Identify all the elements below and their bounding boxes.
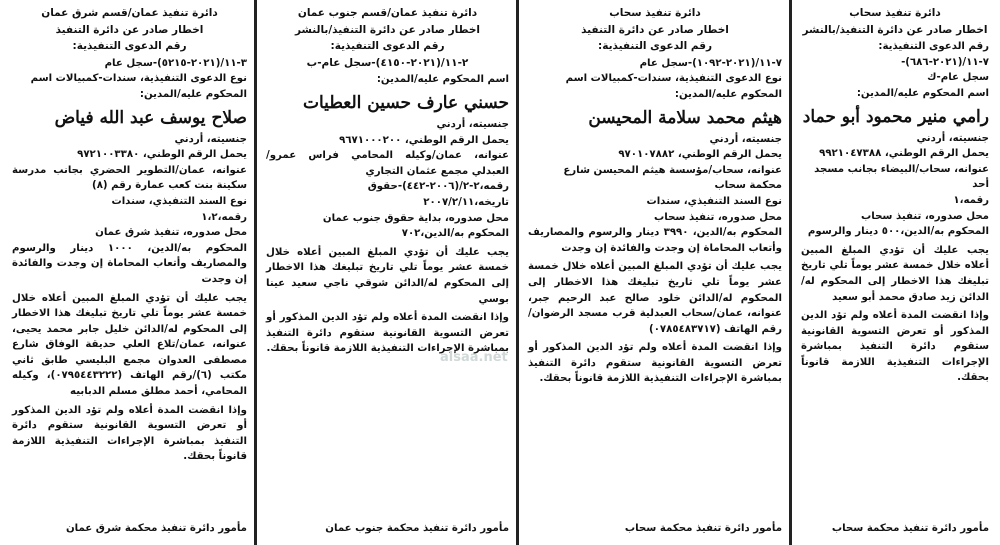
body-line: رقمه،٢-٢/(٢٠٠٦-٤٤٢)-حقوق <box>367 181 509 193</box>
body-line: نوع السند التنفيذي، سندات <box>646 195 782 207</box>
case-number: رقم الدعوى التنفيذية: <box>72 40 187 53</box>
body-line: عنوانه، عمان/التطوير الحضري بجانب مدرسة سكينة بنت كعب عمارة رقم (٨) <box>12 164 247 192</box>
body-line: يحمل الرقم الوطني، ٩٦٧١٠٠٠٢٠٠ <box>339 134 509 146</box>
case-number-cont: ٢-١١/(٢٠٢١-٤١٥٠)-سجل عام-ب <box>306 56 469 69</box>
body-line: جنسيته، أردني <box>436 118 509 130</box>
body-paragraph: يجب عليك أن تؤدي المبلغ المبين أعلاه خلال خمسة عشر يوماً تلي تاريخ تبليغك هذا الاخطار إلى المحكوم له/الدائن شوقي ناجي سعيد عينا بوسي <box>266 246 509 305</box>
debtor-label: نوع الدعوى التنفيذية، سندات-كمبيالات اسم المحكوم عليه/المدين: <box>565 73 782 100</box>
debtor-name: حسني عارف حسين العطيات <box>303 92 509 113</box>
notice-column-1 <box>793 0 997 545</box>
office-title: دائرة تنفيذ عمان/قسم شرق عمان <box>41 7 218 19</box>
notice-column-4 <box>4 0 255 545</box>
body-line: جنسيته، أردني <box>174 133 247 145</box>
notice-subtitle: اخطار صادر عن دائرة التنفيذ/بالنشر <box>295 23 480 36</box>
notice-subtitle: اخطار صادر عن دائرة التنفيذ/بالنشر <box>802 23 988 36</box>
body-line: عنوانه، سحاب/البيضاء بجانب مسجد أحد <box>814 163 989 191</box>
case-number-cont: ٧-١١/(٢٠٢١-١٠٩٢)-سجل عام <box>639 57 782 69</box>
body-line: نوع السند التنفيذي، سندات <box>111 195 247 207</box>
body-line: رقمه،١ <box>953 194 989 206</box>
body-line: يحمل الرقم الوطني، ٩٧٢١٠٠٣٣٨٠ <box>77 149 247 161</box>
body-line: تاريخه،٢٠٠٧/٢/١١ <box>423 196 509 208</box>
body-paragraph: يجب عليك أن تؤدي المبلغ المبين أعلاه خلال خمسة عشر يوماً تلي تاريخ تبليغك هذا الاخطار إلى المحكوم له/ الدائن زيد صادق محمد أبو سعيد <box>801 244 989 303</box>
body-line: المحكوم به/الدين،٥٠٠ دينار والرسوم <box>807 226 989 238</box>
body-paragraph: يجب عليك أن تؤدي المبلغ المبين أعلاه خلال خمسة عشر يوماً تلي تاريخ تبليغك هذا الاخطار إلى المحكوم له/الدائن خليل جابر محمد يحيى، عنوانه، عمان/تلاع العلي حديقة الوفاق شارع مصطفى العدوان مجمع البليسي طابق ثاني مكتب (٦)/رقم الهاتف (٠٧٩٥٤٤٣٢٢٢)، وكيله المحامي، أحمد مطلق مسلم الدبابيه <box>12 292 247 398</box>
column-footer: مأمور دائرة تنفيذ محكمة شرق عمان <box>65 523 247 535</box>
body-line: عنوانه، سحاب/مؤسسة هيثم المحيسن شارع محكمة سحاب <box>563 164 782 192</box>
notice-column-3 <box>258 0 517 545</box>
notice-column-2 <box>520 0 790 545</box>
case-number: رقم الدعوى التنفيذية: <box>598 40 712 53</box>
body-line: المحكوم به/الدين، ٣٩٩٠ دينار والرسوم والمصاريف وأتعاب المحاماة إن وجدت والفائدة إن وجدت <box>528 227 782 254</box>
debtor-name: هيثم محمد سلامة المحيسن <box>588 107 782 128</box>
body-line: عنوانه، عمان/وكيله المحامي فراس عمرو/ العبدلي مجمع عثمان التجاري <box>266 150 509 177</box>
case-number-cont: سجل عام-ك <box>927 72 989 84</box>
office-title: دائرة تنفيذ عمان/قسم جنوب عمان <box>297 7 478 19</box>
column-footer: مأمور دائرة تنفيذ محكمة سحاب <box>624 523 782 535</box>
column-footer: مأمور دائرة تنفيذ محكمة جنوب عمان <box>325 523 509 535</box>
body-line: يحمل الرقم الوطني، ٩٩٢١٠٤٧٣٨٨ <box>819 148 989 160</box>
body-paragraph: يجب عليك أن تؤدي المبلغ المبين أعلاه خلال خمسة عشر يوماً تلي تاريخ تبليغك هذا الاخطار إلى المحكوم له/الدائن خلود صالح عبد الرحيم جبر، عنوانه، عمان/سحاب العبدلية قرب مسجد الرضوان/رقم الهاتف (٠٧٨٥٤٨٣٧١٧) <box>528 261 782 335</box>
debtor-label: اسم المحكوم عليه/المدين: <box>376 74 509 86</box>
debtor-name: صلاح يوسف عبد الله فياض <box>54 107 247 128</box>
body-line: محل صدوره، بداية حقوق جنوب عمان <box>322 212 509 224</box>
case-number: رقم الدعوى التنفيذية: <box>330 40 445 53</box>
watermark-text: alsaa.net <box>440 350 508 365</box>
body-line: المحكوم به/الدين،٧٠٢ <box>401 228 509 240</box>
column-footer: مأمور دائرة تنفيذ محكمة سحاب <box>831 523 989 535</box>
office-title: دائرة تنفيذ سحاب <box>849 7 941 19</box>
notice-subtitle: اخطار صادر عن دائرة التنفيذ <box>55 23 204 36</box>
body-line: المحكوم به/الدين، ١٠٠٠ دينار والرسوم والمصاريف وأتعاب المحاماة إن وجدت والفائدة إن وجدت <box>12 242 248 285</box>
body-line: محل صدوره، تنفيذ سحاب <box>861 210 989 222</box>
body-line: رقمه،١،٢ <box>201 211 247 223</box>
body-line: جنسيته، أردني <box>709 133 782 145</box>
body-line: يحمل الرقم الوطني، ٩٧٠١٠٧٨٨٢ <box>618 149 782 161</box>
case-number-cont: ٣-١١/(٢٠٢١-٥٢١٥)-سجل عام <box>104 57 247 69</box>
debtor-label: اسم المحكوم عليه/المدين: <box>856 87 989 99</box>
body-line: محل صدوره، تنفيذ سحاب <box>654 211 782 223</box>
body-line: جنسيته، أردني <box>916 132 989 144</box>
debtor-label: نوع الدعوى التنفيذية، سندات-كمبيالات اسم المحكوم عليه/المدين: <box>30 73 247 100</box>
body-paragraph: وإذا انقضت المدة أعلاه ولم تؤد الدين المذكور أو تعرض التسوية القانونية ستقوم دائرة التنفيذ بمباشرة الإجراءات التنفيذية اللازمة قانوناً بحقك. <box>528 342 782 385</box>
notice-subtitle: اخطار صادر عن دائرة التنفيذ <box>581 23 729 36</box>
case-number: رقم الدعوى التنفيذية: ٧-١١/(٢٠٢١-٦٨٦)- <box>878 41 989 68</box>
body-paragraph: وإذا انقضت المدة أعلاه ولم تؤد الدين المذكور أو تعرض التسوية القانونية ستقوم دائرة التنفيذ بمباشرة الإجراءات التنفيذية اللازمة قانوناً بحقك. <box>266 312 509 355</box>
debtor-name: رامي منير محمود أبو حماد <box>802 106 989 127</box>
body-paragraph: وإذا انقضت المدة أعلاه ولم تؤد الدين المذكور أو تعرض التسوية القانونية ستقوم دائرة التنفيذ بمباشرة الإجراءات التنفيذية اللازمة قانوناً بحقك. <box>12 404 247 463</box>
body-line: محل صدوره، تنفيذ شرق عمان <box>95 227 247 239</box>
office-title: دائرة تنفيذ سحاب <box>609 7 701 19</box>
body-paragraph: وإذا انقضت المدة أعلاه ولم تؤد الدين المذكور أو تعرض التسوية القانونية ستقوم دائرة التنفيذ بمباشرة الإجراءات التنفيذية اللازمة قانوناً بحقك. <box>801 310 989 384</box>
